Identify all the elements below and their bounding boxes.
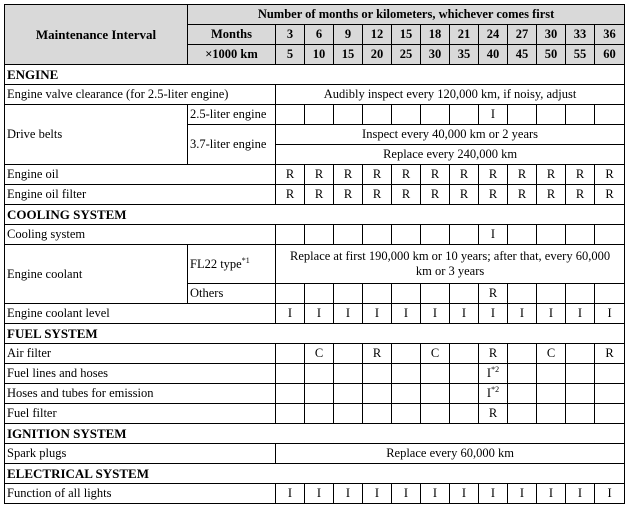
interval-cell: R bbox=[334, 185, 363, 205]
month-cell: 12 bbox=[363, 25, 392, 45]
interval-cell bbox=[537, 225, 566, 245]
interval-cell bbox=[334, 404, 363, 424]
interval-cell: R bbox=[421, 185, 450, 205]
interval-cell: I bbox=[537, 484, 566, 504]
interval-cell bbox=[305, 105, 334, 125]
interval-cell: R bbox=[479, 344, 508, 364]
km-label: ×1000 km bbox=[188, 45, 276, 65]
interval-cell: R bbox=[392, 165, 421, 185]
interval-cell: R bbox=[537, 165, 566, 185]
engine-coolant-level-label: Engine coolant level bbox=[5, 304, 276, 324]
interval-cell bbox=[276, 384, 305, 404]
air-filter-row bbox=[5, 344, 625, 364]
interval-cell bbox=[421, 105, 450, 125]
interval-cell bbox=[276, 284, 305, 304]
interval-cell: I bbox=[305, 484, 334, 504]
km-cell: 15 bbox=[334, 45, 363, 65]
interval-cell: R bbox=[363, 165, 392, 185]
interval-cell: R bbox=[508, 185, 537, 205]
engine-25-label: 2.5-liter engine bbox=[188, 105, 276, 125]
fl22-type-text: FL22 type bbox=[190, 256, 242, 271]
km-cell: 35 bbox=[450, 45, 479, 65]
interval-cell: R bbox=[392, 185, 421, 205]
cooling-system-row bbox=[5, 205, 625, 225]
interval-cell: I bbox=[421, 484, 450, 504]
interval-cell: R bbox=[276, 185, 305, 205]
interval-cell bbox=[450, 384, 479, 404]
interval-cell bbox=[276, 105, 305, 125]
interval-cell: I bbox=[595, 484, 625, 504]
others-label: Others bbox=[188, 284, 276, 304]
interval-cell: R bbox=[566, 165, 595, 185]
interval-cell bbox=[595, 105, 625, 125]
month-cell: 3 bbox=[276, 25, 305, 45]
interval-cell bbox=[276, 364, 305, 384]
interval-cell bbox=[421, 364, 450, 384]
interval-cell bbox=[537, 364, 566, 384]
month-cell: 24 bbox=[479, 25, 508, 45]
interval-cell: I bbox=[595, 304, 625, 324]
month-cell: 9 bbox=[334, 25, 363, 45]
interval-cell bbox=[305, 284, 334, 304]
valve-clearance-label: Engine valve clearance (for 2.5-liter engine) bbox=[5, 85, 276, 105]
interval-cell: C bbox=[537, 344, 566, 364]
interval-cell bbox=[479, 384, 508, 404]
footnote-mark: *2 bbox=[491, 364, 500, 374]
km-cell: 20 bbox=[363, 45, 392, 65]
interval-cell bbox=[276, 344, 305, 364]
interval-cell bbox=[363, 225, 392, 245]
interval-cell: R bbox=[276, 165, 305, 185]
month-cell: 15 bbox=[392, 25, 421, 45]
drive-belts-25-row bbox=[5, 105, 625, 125]
km-cell: 55 bbox=[566, 45, 595, 65]
interval-cell: I bbox=[508, 484, 537, 504]
air-filter-label: Air filter bbox=[5, 344, 276, 364]
interval-cell bbox=[450, 404, 479, 424]
interval-cell bbox=[392, 105, 421, 125]
interval-cell bbox=[508, 225, 537, 245]
interval-cell: I bbox=[334, 304, 363, 324]
cooling-system-item-label: Cooling system bbox=[5, 225, 276, 245]
interval-cell bbox=[305, 225, 334, 245]
interval-cell: R bbox=[508, 165, 537, 185]
interval-cell: C bbox=[305, 344, 334, 364]
engine-oil-filter-label: Engine oil filter bbox=[5, 185, 276, 205]
interval-caption: Number of months or kilometers, whichever comes first bbox=[188, 5, 625, 25]
emission-hoses-row bbox=[5, 384, 625, 404]
interval-cell: R bbox=[479, 404, 508, 424]
interval-cell: I bbox=[479, 304, 508, 324]
interval-cell bbox=[508, 284, 537, 304]
month-cell: 30 bbox=[537, 25, 566, 45]
interval-cell: R bbox=[421, 165, 450, 185]
interval-cell bbox=[334, 364, 363, 384]
spark-plugs-row bbox=[5, 444, 625, 464]
electrical-system-heading: ELECTRICAL SYSTEM bbox=[5, 464, 625, 484]
interval-cell: R bbox=[305, 185, 334, 205]
interval-cell bbox=[508, 404, 537, 424]
all-lights-label: Function of all lights bbox=[5, 484, 276, 504]
engine-coolant-label: Engine coolant bbox=[5, 245, 188, 304]
fl22-type-label bbox=[188, 245, 276, 284]
interval-cell bbox=[479, 364, 508, 384]
interval-cell bbox=[421, 225, 450, 245]
interval-cell bbox=[363, 284, 392, 304]
interval-cell bbox=[566, 404, 595, 424]
interval-cell bbox=[421, 284, 450, 304]
spark-plugs-note: Replace every 60,000 km bbox=[276, 444, 625, 464]
km-cell: 60 bbox=[595, 45, 625, 65]
ignition-system-heading: IGNITION SYSTEM bbox=[5, 424, 625, 444]
spark-plugs-label: Spark plugs bbox=[5, 444, 276, 464]
fuel-lines-label: Fuel lines and hoses bbox=[5, 364, 276, 384]
interval-cell bbox=[334, 284, 363, 304]
footnote-mark: *1 bbox=[241, 255, 250, 265]
interval-cell: R bbox=[450, 165, 479, 185]
interval-cell bbox=[508, 344, 537, 364]
km-cell: 10 bbox=[305, 45, 334, 65]
month-cell: 27 bbox=[508, 25, 537, 45]
interval-cell: I bbox=[363, 304, 392, 324]
engine-oil-filter-row bbox=[5, 185, 625, 205]
engine-row bbox=[5, 65, 625, 85]
interval-cell bbox=[450, 344, 479, 364]
interval-cell bbox=[421, 404, 450, 424]
interval-cell: I bbox=[537, 304, 566, 324]
header-row bbox=[5, 5, 625, 25]
interval-cell: R bbox=[566, 185, 595, 205]
interval-cell: R bbox=[537, 185, 566, 205]
maintenance-schedule bbox=[4, 4, 625, 504]
interval-cell: R bbox=[595, 165, 625, 185]
interval-cell: R bbox=[595, 185, 625, 205]
interval-cell bbox=[363, 384, 392, 404]
interval-cell bbox=[595, 384, 625, 404]
interval-cell bbox=[450, 105, 479, 125]
fuel-filter-row bbox=[5, 404, 625, 424]
interval-cell bbox=[450, 284, 479, 304]
interval-cell bbox=[537, 384, 566, 404]
interval-cell: R bbox=[363, 344, 392, 364]
interval-cell: I bbox=[508, 304, 537, 324]
interval-cell bbox=[595, 225, 625, 245]
footnote-mark: *2 bbox=[491, 384, 500, 394]
interval-cell bbox=[508, 105, 537, 125]
engine-oil-row bbox=[5, 165, 625, 185]
engine-coolant-fl22-row bbox=[5, 245, 625, 284]
maintenance-interval-title: Maintenance Interval bbox=[5, 5, 188, 65]
interval-cell bbox=[334, 344, 363, 364]
interval-cell bbox=[392, 344, 421, 364]
interval-cell bbox=[595, 364, 625, 384]
interval-cell: I bbox=[566, 304, 595, 324]
interval-cell bbox=[392, 404, 421, 424]
interval-cell: R bbox=[450, 185, 479, 205]
interval-cell bbox=[334, 384, 363, 404]
interval-cell: I bbox=[276, 484, 305, 504]
interval-cell bbox=[363, 404, 392, 424]
interval-cell bbox=[566, 364, 595, 384]
interval-cell: R bbox=[479, 185, 508, 205]
interval-cell bbox=[392, 384, 421, 404]
cooling-system-item-row bbox=[5, 225, 625, 245]
interval-cell: R bbox=[305, 165, 334, 185]
interval-cell: I bbox=[392, 304, 421, 324]
engine-37-label: 3.7-liter engine bbox=[188, 125, 276, 165]
drive-belts-label: Drive belts bbox=[5, 105, 188, 165]
interval-cell: R bbox=[595, 344, 625, 364]
km-cell: 45 bbox=[508, 45, 537, 65]
inspect-mark: I bbox=[486, 366, 492, 380]
month-cell: 6 bbox=[305, 25, 334, 45]
fl22-note: Replace at first 190,000 km or 10 years; after that, every 60,000 km or 3 years bbox=[276, 245, 625, 284]
fuel-system-heading: FUEL SYSTEM bbox=[5, 324, 625, 344]
km-cell: 40 bbox=[479, 45, 508, 65]
interval-cell: I bbox=[421, 304, 450, 324]
interval-cell bbox=[276, 225, 305, 245]
interval-cell bbox=[305, 384, 334, 404]
interval-cell bbox=[450, 225, 479, 245]
inspect-mark: I bbox=[486, 386, 492, 400]
interval-cell: I bbox=[334, 484, 363, 504]
inspect-note: Inspect every 40,000 km or 2 years bbox=[276, 125, 625, 145]
replace-note: Replace every 240,000 km bbox=[276, 145, 625, 165]
engine-oil-label: Engine oil bbox=[5, 165, 276, 185]
electrical-system-row bbox=[5, 464, 625, 484]
interval-cell bbox=[566, 105, 595, 125]
interval-cell bbox=[334, 225, 363, 245]
interval-cell: I bbox=[392, 484, 421, 504]
interval-cell bbox=[334, 105, 363, 125]
interval-cell: R bbox=[479, 165, 508, 185]
interval-cell bbox=[363, 364, 392, 384]
interval-cell bbox=[508, 384, 537, 404]
interval-cell bbox=[537, 105, 566, 125]
valve-clearance-row bbox=[5, 85, 625, 105]
interval-cell bbox=[508, 364, 537, 384]
fuel-filter-label: Fuel filter bbox=[5, 404, 276, 424]
km-cell: 5 bbox=[276, 45, 305, 65]
interval-cell: I bbox=[276, 304, 305, 324]
interval-cell bbox=[392, 225, 421, 245]
engine-heading: ENGINE bbox=[5, 65, 625, 85]
interval-cell: R bbox=[363, 185, 392, 205]
interval-cell: C bbox=[421, 344, 450, 364]
interval-cell: R bbox=[479, 284, 508, 304]
valve-clearance-note: Audibly inspect every 120,000 km, if noisy, adjust bbox=[276, 85, 625, 105]
interval-cell bbox=[537, 404, 566, 424]
interval-cell bbox=[566, 344, 595, 364]
interval-cell: I bbox=[305, 304, 334, 324]
month-cell: 18 bbox=[421, 25, 450, 45]
interval-cell bbox=[305, 364, 334, 384]
interval-cell bbox=[566, 284, 595, 304]
maintenance-schedule-table bbox=[4, 4, 625, 504]
interval-cell bbox=[363, 105, 392, 125]
interval-cell bbox=[305, 404, 334, 424]
interval-cell bbox=[595, 404, 625, 424]
fuel-lines-row bbox=[5, 364, 625, 384]
interval-cell bbox=[595, 284, 625, 304]
interval-cell: I bbox=[450, 304, 479, 324]
interval-cell bbox=[276, 404, 305, 424]
interval-cell: I bbox=[479, 105, 508, 125]
interval-cell bbox=[566, 225, 595, 245]
month-cell: 36 bbox=[595, 25, 625, 45]
interval-cell bbox=[392, 284, 421, 304]
interval-cell: I bbox=[450, 484, 479, 504]
all-lights-row bbox=[5, 484, 625, 504]
interval-cell bbox=[566, 384, 595, 404]
interval-cell: I bbox=[479, 225, 508, 245]
month-cell: 33 bbox=[566, 25, 595, 45]
interval-cell: I bbox=[479, 484, 508, 504]
engine-coolant-level-row bbox=[5, 304, 625, 324]
interval-cell bbox=[537, 284, 566, 304]
km-cell: 50 bbox=[537, 45, 566, 65]
ignition-system-row bbox=[5, 424, 625, 444]
emission-hoses-label: Hoses and tubes for emission bbox=[5, 384, 276, 404]
km-cell: 25 bbox=[392, 45, 421, 65]
month-cell: 21 bbox=[450, 25, 479, 45]
interval-cell: R bbox=[334, 165, 363, 185]
months-label: Months bbox=[188, 25, 276, 45]
cooling-system-heading: COOLING SYSTEM bbox=[5, 205, 625, 225]
interval-cell bbox=[421, 384, 450, 404]
interval-cell: I bbox=[566, 484, 595, 504]
interval-cell bbox=[392, 364, 421, 384]
fuel-system-row bbox=[5, 324, 625, 344]
km-cell: 30 bbox=[421, 45, 450, 65]
interval-cell: I bbox=[363, 484, 392, 504]
interval-cell bbox=[450, 364, 479, 384]
